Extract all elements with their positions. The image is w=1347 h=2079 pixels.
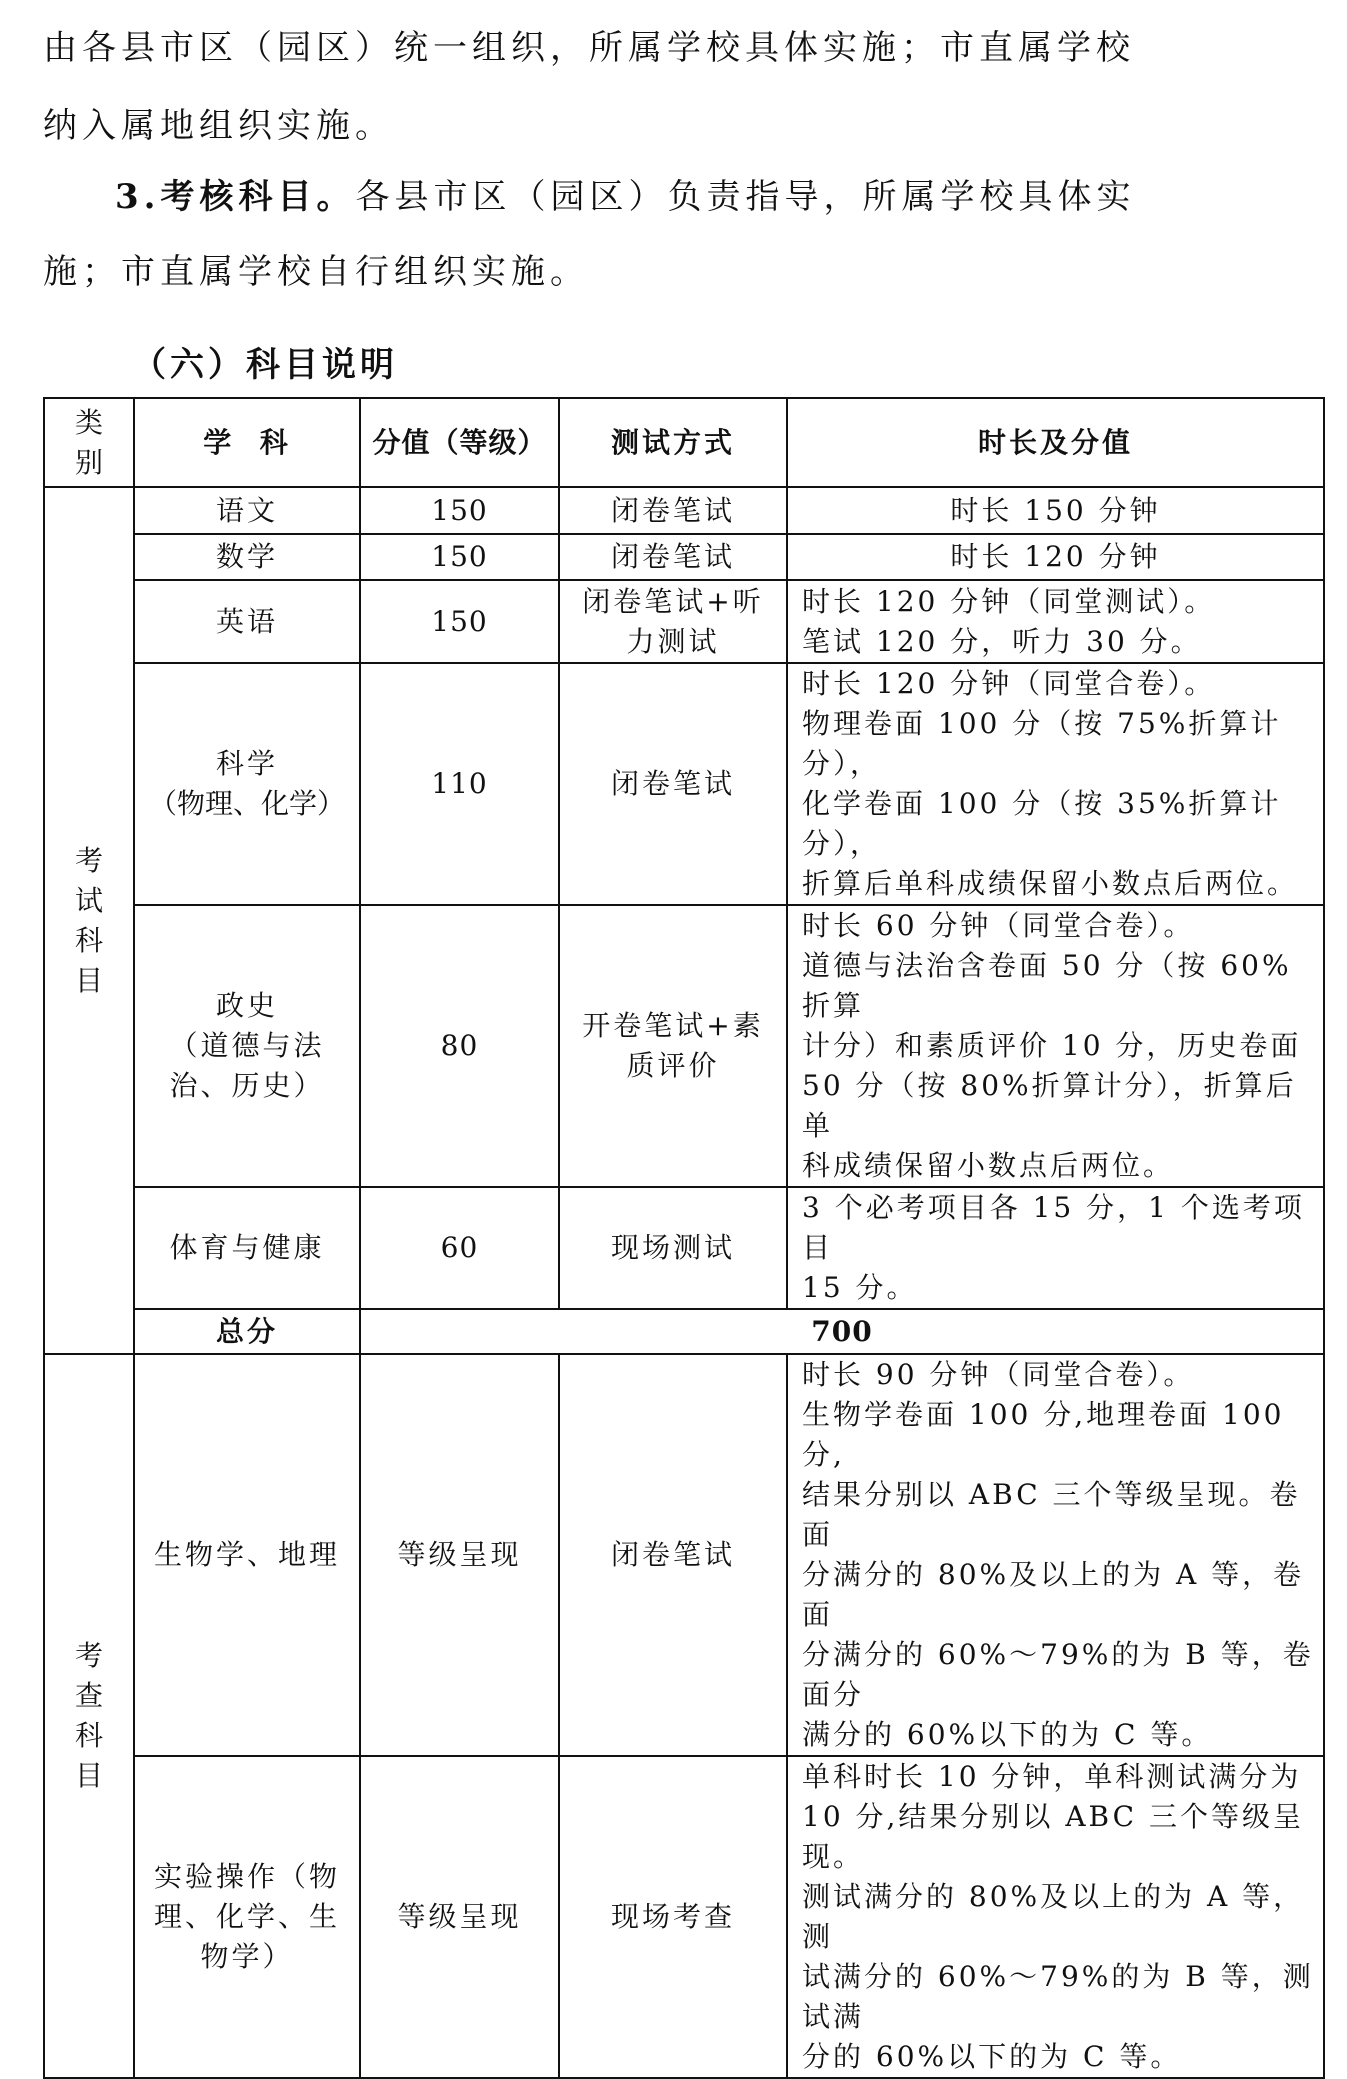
subject-cell: 实验操作（物 理、化学、生 物学） [134, 1756, 360, 2078]
header-duration: 时长及分值 [787, 398, 1324, 487]
header-method: 测试方式 [559, 398, 787, 487]
duration-cell: 时长 120 分钟 [787, 534, 1324, 580]
method-cell: 现场测试 [559, 1187, 787, 1309]
subject-cell: 数学 [134, 534, 360, 580]
subjects-table [43, 397, 1325, 2079]
table-header-row [44, 398, 1324, 487]
subject-cell: 政史 （道德与法 治、历史） [134, 905, 360, 1187]
score-cell: 等级呈现 [360, 1756, 559, 2078]
method-cell: 闭卷笔试 [559, 1354, 787, 1756]
score-cell: 60 [360, 1187, 559, 1309]
table-row [44, 534, 1324, 580]
subject-cell: 语文 [134, 487, 360, 534]
table-row [44, 1187, 1324, 1309]
score-cell: 110 [360, 663, 559, 905]
score-cell: 80 [360, 905, 559, 1187]
intro-line-1: 由各县市区（园区）统一组织，所属学校具体实施；市直属学校 [43, 28, 1135, 68]
header-category: 类 别 [44, 398, 134, 487]
score-cell: 等级呈现 [360, 1354, 559, 1756]
header-subject: 学 科 [134, 398, 360, 487]
duration-cell: 3 个必考项目各 15 分，1 个选考项目 15 分。 [787, 1187, 1324, 1309]
subject-cell: 体育与健康 [134, 1187, 360, 1309]
total-value: 700 [360, 1309, 1324, 1354]
duration-cell: 时长 120 分钟（同堂测试）。 笔试 120 分，听力 30 分。 [787, 580, 1324, 663]
item-3-line-2: 施；市直属学校自行组织实施。 [43, 252, 589, 292]
table-row [44, 663, 1324, 905]
table-row [44, 580, 1324, 663]
item-3-heading: 3.考核科目。 [115, 177, 356, 217]
subject-cell: 科学 （物理、化学） [134, 663, 360, 905]
item-3-text: 各县市区（园区）负责指导，所属学校具体实 [355, 177, 1136, 217]
duration-cell: 时长 60 分钟（同堂合卷）。 道德与法治含卷面 50 分（按 60%折算 计分）和素质评价 10 分，历史卷面 50 分（按 80%折算计分），折算后单 科成绩保留小数点后两位。 [787, 905, 1324, 1187]
table-row [44, 1756, 1324, 2078]
header-score: 分值（等级） [360, 398, 559, 487]
total-row [44, 1309, 1324, 1354]
duration-cell: 时长 90 分钟（同堂合卷）。 生物学卷面 100 分,地理卷面 100 分, 结果分别以 ABC 三个等级呈现。卷面 分满分的 80%及以上的为 A 等，卷面 分满分的 60%～79%的为 B 等，卷面分 满分的 60%以下的为 C 等。 [787, 1354, 1324, 1756]
total-label: 总分 [134, 1309, 360, 1354]
score-cell: 150 [360, 580, 559, 663]
subject-cell: 英语 [134, 580, 360, 663]
subject-cell: 生物学、地理 [134, 1354, 360, 1756]
table-row [44, 1354, 1324, 1756]
table-row [44, 487, 1324, 534]
duration-cell: 单科时长 10 分钟，单科测试满分为 10 分,结果分别以 ABC 三个等级呈现。 测试满分的 80%及以上的为 A 等，测 试满分的 60%～79%的为 B 等，测试满 分的 60%以下的为 C 等。 [787, 1756, 1324, 2078]
section-title: （六）科目说明 [132, 345, 398, 385]
method-cell: 闭卷笔试+听 力测试 [559, 580, 787, 663]
method-cell: 开卷笔试+素 质评价 [559, 905, 787, 1187]
score-cell: 150 [360, 487, 559, 534]
method-cell: 现场考查 [559, 1756, 787, 2078]
category-exam-subjects: 考 试 科 目 [44, 487, 134, 1354]
duration-cell: 时长 150 分钟 [787, 487, 1324, 534]
intro-line-2: 纳入属地组织实施。 [43, 106, 394, 146]
category-check-subjects: 考 查 科 目 [44, 1354, 134, 2078]
method-cell: 闭卷笔试 [559, 663, 787, 905]
method-cell: 闭卷笔试 [559, 534, 787, 580]
duration-cell: 时长 120 分钟（同堂合卷）。 物理卷面 100 分（按 75%折算计分）， 化学卷面 100 分（按 35%折算计分）， 折算后单科成绩保留小数点后两位。 [787, 663, 1324, 905]
table-row [44, 905, 1324, 1187]
item-3-line-1 [115, 177, 1136, 217]
score-cell: 150 [360, 534, 559, 580]
method-cell: 闭卷笔试 [559, 487, 787, 534]
